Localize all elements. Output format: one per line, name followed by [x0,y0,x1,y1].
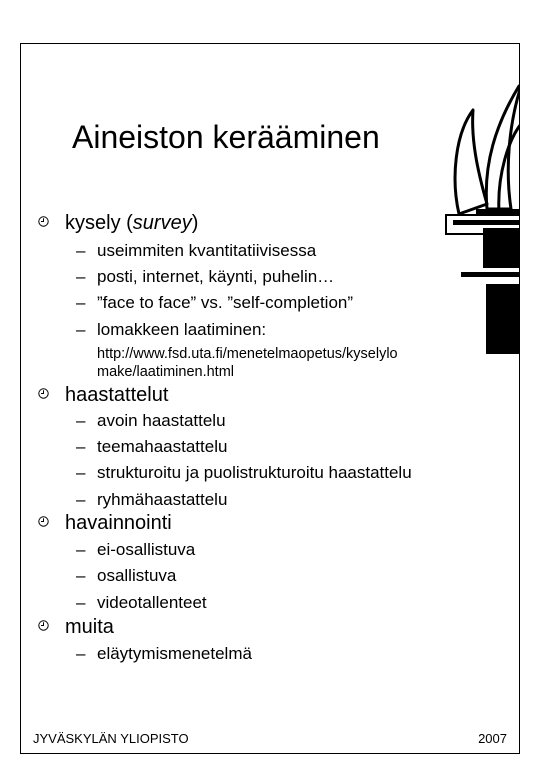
sub-item-label: useimmiten kvantitatiivisessa [97,241,317,260]
sub-item-label: teemahaastattelu [97,437,228,456]
dash: – [76,411,86,430]
sub-item-label: posti, internet, käynti, puhelin… [97,267,335,286]
dash: – [76,320,86,339]
dash: – [76,540,86,559]
dash: – [76,293,86,312]
slide-title: Aineiston kerääminen [72,119,380,155]
bullet-label: haastattelut [65,384,169,406]
dash: – [76,644,86,663]
bullet-label: kysely [65,212,121,234]
dash: – [76,267,86,286]
clock-bullet-icon [38,388,49,399]
dash: – [76,593,86,612]
sub-item-label: ei-osallistuva [97,540,196,559]
dash: – [76,463,86,482]
slide [20,43,520,754]
bullet-label: muita [65,616,114,638]
dash: – [76,437,86,456]
sub-item-label: eläytymismenetelmä [97,644,252,663]
bullet-label-italic: survey [132,212,192,234]
clock-bullet-icon [38,620,49,631]
footer-year: 2007 [478,731,507,746]
sub-item-label: lomakkeen laatiminen: [97,320,267,339]
dash: – [76,241,86,260]
bullet-label: havainnointi [65,512,172,534]
sub-item-label: ”face to face” vs. ”self-completion” [97,293,354,312]
sub-item-label: videotallenteet [97,593,207,612]
bullet-label-paren-close: ) [191,212,199,234]
footer-institution: JYVÄSKYLÄN YLIOPISTO [33,731,189,746]
sub-item-label: osallistuva [97,566,177,585]
url-line-2[interactable]: make/laatiminen.html [97,364,234,380]
clock-bullet-icon [38,216,49,227]
clock-bullet-icon [38,516,49,527]
bullet-label-paren-open: ( [120,212,133,234]
url-link[interactable] [97,345,398,381]
sub-item-label: strukturoitu ja puolistrukturoitu haastattelu [97,463,412,482]
dash: – [76,566,86,585]
sub-item-label: avoin haastattelu [97,411,226,430]
sub-item-label: ryhmähaastattelu [97,490,228,509]
url-line-1[interactable]: http://www.fsd.uta.fi/menetelmaopetus/kyselylo [97,346,398,362]
dash: – [76,490,86,509]
